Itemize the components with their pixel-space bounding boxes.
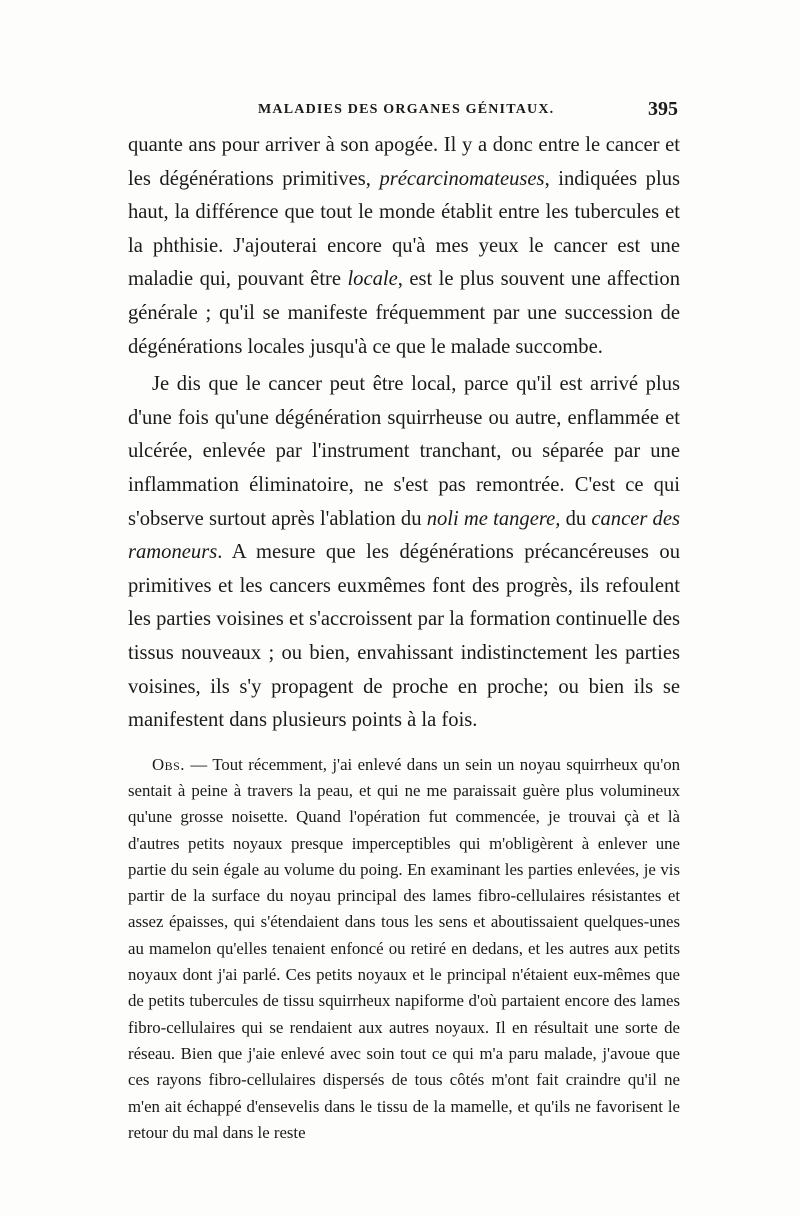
observation-text: Tout récemment, j'ai enlevé dans un sein un noyau squirrheux qu'on sentait à peine à travers la peau, et qui ne me paraissait guère plus volumineux qu'une grosse noisette. Quand l'opération fut commencée, je trouvai çà et là d'autres petits noyaux presque imperceptibles qui m'obligèrent à enlever une partie du sein égale au volume du poing. En examinant les parties enlevées, je vis partir de la surface du noyau principal des lames fibro-cellulaires résistantes et assez épaisses, qui s'étendaient dans tous les sens et aboutissaient quelques-unes au mamelon qu'elles tenaient enfoncé ou retiré en dedans, et les autres aux petits noyaux dont j'ai parlé. Ces petits noyaux et le principal n'étaient eux-mêmes que de petits tubercules de tissu squirrheux napiforme d'où partaient encore des lames fibro-cellulaires qui se rendaient aux autres noyaux. Il en résultait une sorte de réseau. Bien que j'aie enlevé avec soin tout ce qui m'a paru malade, j'avoue que ces rayons fibro-cellulaires dispersés de tous côtés m'ont fait craindre qu'il ne m'en ait échappé d'ensevelis dans le tissu de la mamelle, et qu'ils ne favorisent le retour du mal dans le reste [128, 754, 680, 1142]
running-title: MALADIES DES ORGANES GÉNITAUX. [258, 102, 555, 117]
paragraph-2 [128, 368, 680, 738]
paragraph-1-italic-precarcinomateuses: précarcinomateuses [379, 167, 545, 190]
paragraph-2-text-c: . A mesure que les dégénérations précancéreuses ou primitives et les cancers euxmêmes font des progrès, ils refoulent les parties voisines et s'accroissent par la formation continuelle des tissus nouveaux ; ou bien, envahissant indistinctement les parties voisines, ils s'y propagent de proche en proche; ou bien ils se manifestent dans plusieurs points à la fois. [128, 541, 680, 732]
paragraph-2-italic-cancer-des-ramoneurs: cancer des ramoneurs [128, 507, 681, 564]
paragraph-1-text-a: quante ans pour arriver à son apogée. Il y a donc entre le cancer et les dégénérations primitives, [128, 134, 680, 190]
paragraph-1-italic-locale: locale [347, 268, 398, 291]
paragraph-2-text-a: Je dis que le cancer peut être local, parce qu'il est arrivé plus d'une fois qu'une dégénération squirrheuse ou autre, enflammée et ulcérée, enlevée par l'instrument tranchant, ou séparée par une inflammation éliminatoire, ne s'est pas remontrée. C'est ce qui s'observe surtout après l'ablation du [128, 373, 680, 530]
observation-dash: — [185, 754, 213, 774]
page-header [258, 98, 678, 122]
paragraph-1-text-b: , indiquées plus haut, la différence que tout le monde établit entre les tubercules et la phthisie. J'ajouterai encore qu'à mes yeux le cancer est une maladie qui, pouvant être [128, 167, 681, 291]
observation-label: Obs. [152, 754, 185, 774]
paragraph-2-text-b: du [560, 507, 592, 530]
paragraph-2-italic-noli-me-tangere: noli me tangere, [426, 507, 561, 530]
observation-paragraph [128, 752, 680, 1146]
paragraph-1-text-c: , est le plus souvent une affection générale ; qu'il se manifeste fréquemment par une succession de dégénérations locales jusqu'à ce que le malade succombe. [128, 268, 680, 358]
page-text [128, 129, 680, 1163]
page-number: 395 [648, 98, 678, 120]
paragraph-1 [128, 129, 680, 364]
